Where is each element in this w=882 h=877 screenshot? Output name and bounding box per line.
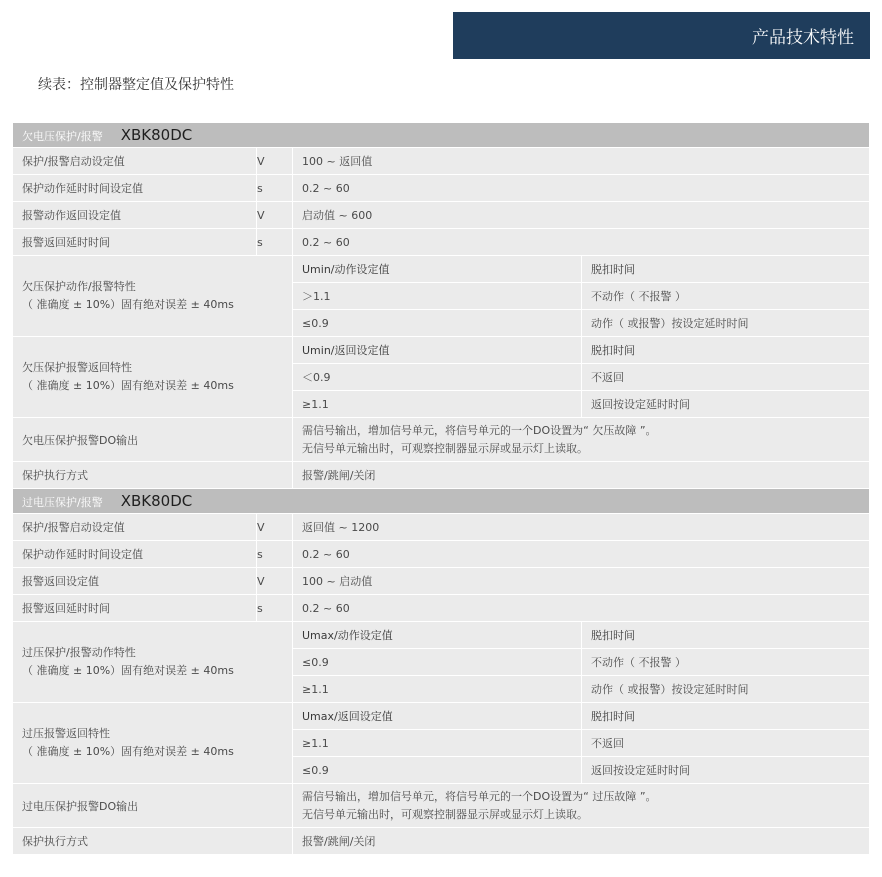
- setting-value: ≤0.9: [293, 757, 582, 784]
- sub-header-setting: Umax/动作设定值: [293, 622, 582, 649]
- table-row: [13, 595, 870, 622]
- characteristic-title: 过压报警返回特性: [22, 727, 110, 740]
- sub-header-trip-time: 脱扣时间: [582, 703, 870, 730]
- spec-table: [12, 122, 870, 855]
- table-row: [13, 337, 870, 364]
- section-title: 过电压保护/报警: [22, 496, 103, 509]
- param-unit: V: [257, 514, 293, 541]
- characteristic-label: [13, 337, 293, 418]
- table-row: [13, 229, 870, 256]
- trip-value: 不动作（ 不报警 ）: [582, 283, 870, 310]
- setting-value: ≤0.9: [293, 310, 582, 337]
- setting-value: ＞1.1: [293, 283, 582, 310]
- param-unit: s: [257, 595, 293, 622]
- setting-value: ≥1.1: [293, 730, 582, 757]
- table-row: [13, 568, 870, 595]
- table-row: [13, 541, 870, 568]
- do-output-line: 需信号输出，增加信号单元，将信号单元的一个DO设置为“ 过压故障 ”。: [302, 789, 657, 803]
- param-name: 保护/报警启动设定值: [13, 148, 257, 175]
- characteristic-label: [13, 622, 293, 703]
- characteristic-accuracy: （ 准确度 ± 10%）固有绝对误差 ± 40ms: [22, 298, 234, 311]
- do-output-label: 欠电压保护报警DO输出: [13, 418, 293, 462]
- section-title: 欠电压保护/报警: [22, 130, 103, 143]
- param-unit: V: [257, 568, 293, 595]
- setting-value: ≥1.1: [293, 676, 582, 703]
- trip-value: 动作（ 或报警）按设定延时时间: [582, 310, 870, 337]
- table-row: [13, 462, 870, 489]
- characteristic-title: 过压保护/报警动作特性: [22, 646, 136, 659]
- execution-label: 保护执行方式: [13, 462, 293, 489]
- do-output-line: 无信号单元输出时，可观察控制器显示屏或显示灯上读取。: [302, 807, 588, 821]
- param-name: 保护动作延时时间设定值: [13, 175, 257, 202]
- table-row: [13, 828, 870, 855]
- section-header-overvoltage: [13, 489, 870, 514]
- param-value: 100 ~ 返回值: [293, 148, 870, 175]
- param-value: 0.2 ~ 60: [293, 175, 870, 202]
- param-value: 0.2 ~ 60: [293, 229, 870, 256]
- do-output-line: 无信号单元输出时，可观察控制器显示屏或显示灯上读取。: [302, 441, 588, 455]
- table-row: [13, 175, 870, 202]
- table-row: [13, 148, 870, 175]
- setting-value: ＜0.9: [293, 364, 582, 391]
- param-value: 100 ~ 启动值: [293, 568, 870, 595]
- param-name: 报警返回延时时间: [13, 595, 257, 622]
- do-output-note: [293, 784, 870, 828]
- trip-value: 返回按设定延时时间: [582, 391, 870, 418]
- characteristic-label: [13, 256, 293, 337]
- execution-label: 保护执行方式: [13, 828, 293, 855]
- characteristic-accuracy: （ 准确度 ± 10%）固有绝对误差 ± 40ms: [22, 745, 234, 758]
- execution-value: 报警/跳闸/关闭: [293, 828, 870, 855]
- characteristic-title: 欠压保护报警返回特性: [22, 361, 132, 374]
- table-row: [13, 418, 870, 462]
- param-value: 0.2 ~ 60: [293, 595, 870, 622]
- sub-header-trip-time: 脱扣时间: [582, 622, 870, 649]
- param-name: 保护动作延时时间设定值: [13, 541, 257, 568]
- table-row: [13, 256, 870, 283]
- table-row: [13, 703, 870, 730]
- table-row: [13, 202, 870, 229]
- section-header-undervoltage: [13, 123, 870, 148]
- table-row: [13, 784, 870, 828]
- param-value: 启动值 ~ 600: [293, 202, 870, 229]
- param-name: 报警返回延时时间: [13, 229, 257, 256]
- table-row: [13, 514, 870, 541]
- param-value: 返回值 ~ 1200: [293, 514, 870, 541]
- do-output-label: 过电压保护报警DO输出: [13, 784, 293, 828]
- execution-value: 报警/跳闸/关闭: [293, 462, 870, 489]
- param-name: 报警返回设定值: [13, 568, 257, 595]
- sub-header-trip-time: 脱扣时间: [582, 256, 870, 283]
- section-model: XBK80DC: [120, 492, 193, 510]
- param-unit: V: [257, 202, 293, 229]
- trip-value: 不动作（ 不报警 ）: [582, 649, 870, 676]
- characteristic-title: 欠压保护动作/报警特性: [22, 280, 136, 293]
- page-banner: [453, 12, 870, 59]
- param-value: 0.2 ~ 60: [293, 541, 870, 568]
- characteristic-label: [13, 703, 293, 784]
- setting-value: ≤0.9: [293, 649, 582, 676]
- setting-value: ≥1.1: [293, 391, 582, 418]
- characteristic-accuracy: （ 准确度 ± 10%）固有绝对误差 ± 40ms: [22, 664, 234, 677]
- param-name: 保护/报警启动设定值: [13, 514, 257, 541]
- param-name: 报警动作返回设定值: [13, 202, 257, 229]
- trip-value: 不返回: [582, 730, 870, 757]
- characteristic-accuracy: （ 准确度 ± 10%）固有绝对误差 ± 40ms: [22, 379, 234, 392]
- trip-value: 返回按设定延时时间: [582, 757, 870, 784]
- param-unit: s: [257, 175, 293, 202]
- trip-value: 不返回: [582, 364, 870, 391]
- param-unit: s: [257, 541, 293, 568]
- page-subtitle: 续表：控制器整定值及保护特性: [38, 77, 234, 93]
- sub-header-setting: Umin/返回设定值: [293, 337, 582, 364]
- param-unit: V: [257, 148, 293, 175]
- section-model: XBK80DC: [120, 126, 193, 144]
- do-output-note: [293, 418, 870, 462]
- trip-value: 动作（ 或报警）按设定延时时间: [582, 676, 870, 703]
- sub-header-setting: Umin/动作设定值: [293, 256, 582, 283]
- do-output-line: 需信号输出，增加信号单元，将信号单元的一个DO设置为“ 欠压故障 ”。: [302, 423, 657, 437]
- banner-title: 产品技术特性: [752, 28, 854, 48]
- param-unit: s: [257, 229, 293, 256]
- table-row: [13, 622, 870, 649]
- sub-header-trip-time: 脱扣时间: [582, 337, 870, 364]
- sub-header-setting: Umax/返回设定值: [293, 703, 582, 730]
